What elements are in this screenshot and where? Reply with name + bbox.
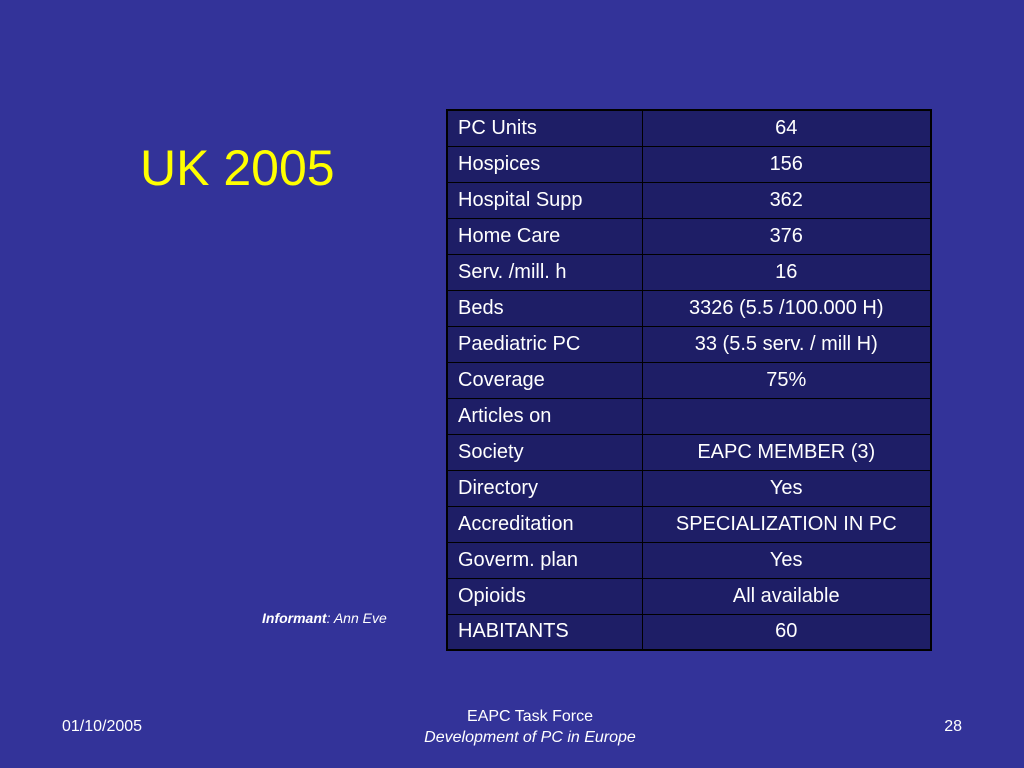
table-row	[447, 398, 931, 434]
row-label: Directory	[447, 470, 642, 506]
table-row	[447, 182, 931, 218]
row-label: Hospices	[447, 146, 642, 182]
row-value: 64	[642, 110, 931, 146]
informant-name: : Ann Eve	[326, 610, 387, 626]
row-label: Home Care	[447, 218, 642, 254]
table-row	[447, 326, 931, 362]
row-label: Goverm. plan	[447, 542, 642, 578]
row-value: 75%	[642, 362, 931, 398]
table-row	[447, 506, 931, 542]
row-value	[642, 398, 931, 434]
footer-subtitle: Development of PC in Europe	[424, 729, 636, 746]
row-value: 376	[642, 218, 931, 254]
row-value: 3326 (5.5 /100.000 H)	[642, 290, 931, 326]
table-row	[447, 110, 931, 146]
row-value: Yes	[642, 470, 931, 506]
table-row	[447, 578, 931, 614]
row-label: Beds	[447, 290, 642, 326]
table-row	[447, 470, 931, 506]
row-label: Society	[447, 434, 642, 470]
table-row	[447, 290, 931, 326]
row-label: Opioids	[447, 578, 642, 614]
footer-caption	[380, 706, 680, 748]
row-value: 362	[642, 182, 931, 218]
slide-title: UK 2005	[140, 140, 335, 196]
table-row	[447, 362, 931, 398]
row-value: 60	[642, 614, 931, 650]
table-row	[447, 218, 931, 254]
row-value: 16	[642, 254, 931, 290]
row-label: Articles on	[447, 398, 642, 434]
row-label: Accreditation	[447, 506, 642, 542]
table-row	[447, 614, 931, 650]
table-row	[447, 434, 931, 470]
table-row	[447, 542, 931, 578]
row-value: 156	[642, 146, 931, 182]
informant-label: Informant	[262, 610, 327, 626]
row-value: 33 (5.5 serv. / mill H)	[642, 326, 931, 362]
statistics-table	[446, 109, 932, 651]
row-value: SPECIALIZATION IN PC	[642, 506, 931, 542]
page-number: 28	[944, 718, 962, 735]
row-value: All available	[642, 578, 931, 614]
row-label: PC Units	[447, 110, 642, 146]
informant-credit	[262, 610, 387, 626]
row-value: EAPC MEMBER (3)	[642, 434, 931, 470]
row-value: Yes	[642, 542, 931, 578]
footer-date: 01/10/2005	[62, 718, 143, 735]
row-label: Serv. /mill. h	[447, 254, 642, 290]
row-label: Hospital Supp	[447, 182, 642, 218]
table-row	[447, 254, 931, 290]
row-label: Paediatric PC	[447, 326, 642, 362]
row-label: Coverage	[447, 362, 642, 398]
row-label: HABITANTS	[447, 614, 642, 650]
table-row	[447, 146, 931, 182]
footer-org: EAPC Task Force	[467, 708, 593, 725]
